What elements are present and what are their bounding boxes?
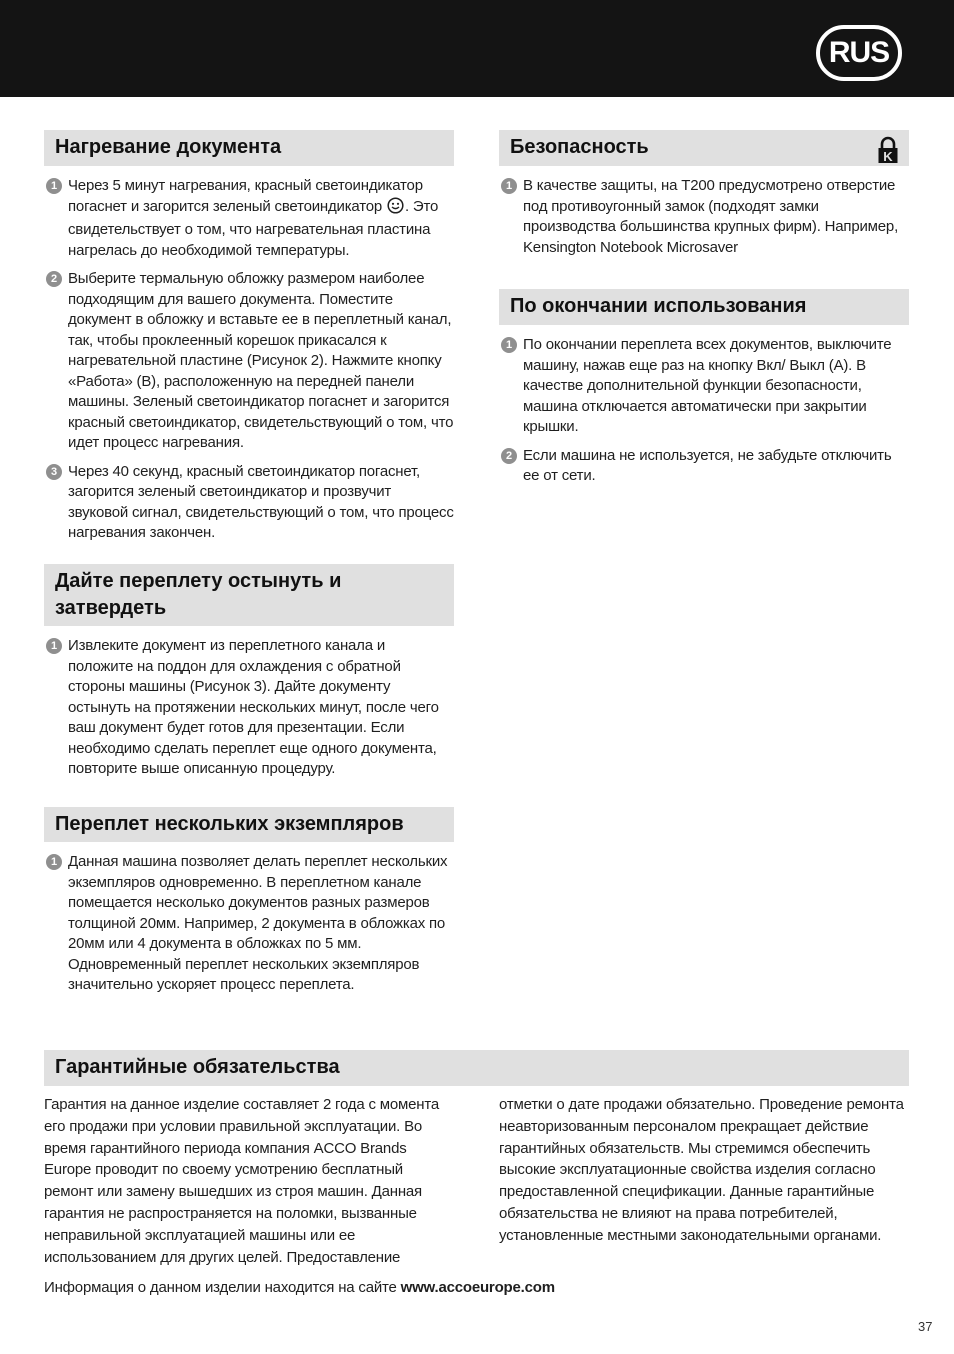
item-text: Через 5 минут нагревания, красный светоиндикатор погаснет и загорится зеленый светоиндикатор <box>68 177 423 215</box>
list-item <box>499 335 909 438</box>
list-item <box>499 176 909 258</box>
item-text: Через 40 секунд, красный светоиндикатор погаснет, загорится зеленый светоиндикатор и прозвучит звуковой сигнал, свидетельствующий о том, что процесс нагревания закончен. <box>68 462 454 541</box>
step-number-badge: 1 <box>46 638 62 654</box>
section-heading: Нагревание документа <box>44 130 454 166</box>
product-info-line <box>44 1279 555 1296</box>
top-banner <box>0 0 954 97</box>
item-text: В качестве защиты, на T200 предусмотрено отверстие под противоугонный замок (подходят замки производства большинства крупных фирм). Например, Kensington Notebook Microsaver <box>523 177 899 256</box>
list-item <box>44 852 454 996</box>
item-text: Если машина не используется, не забудьте отключить ее от сети. <box>523 446 892 484</box>
warranty-text-right: отметки о дате продажи обязательно. Проведение ремонта неавторизованным персоналом прекращает действие гарантийных обязательств. Мы стремимся обеспечить высокие эксплуатационные свойства изделия согласно предоставленной спецификации. Данные гарантийные обязательства не влияют на права потребителей, установленные местными законодательными органами. <box>499 1096 904 1244</box>
section-heating <box>44 130 454 544</box>
step-number-badge: 2 <box>501 448 517 464</box>
svg-text:K: K <box>883 149 893 164</box>
item-text: По окончании переплета всех документов, выключите машину, нажав еще раз на кнопку Вкл/ Выкл (A). В качестве дополнительной функции безопасности, машина отключается автоматически при закрытии крышки. <box>523 336 892 435</box>
section-heading <box>499 130 909 166</box>
item-text: Извлеките документ из переплетного канала и положите на поддон для охлаждения с обратной стороны машины (Рисунок 3). Дайте документу остынуть на протяжении нескольких минут, после чего ваш документ будет готов для презентации. Если необходимо сделать переплет еще одного документа, повторите выше описанную процедуру. <box>68 637 439 777</box>
section-heading: Переплет нескольких экземпляров <box>44 807 454 842</box>
list-item <box>44 269 454 454</box>
section-heading: Дайте переплету остынуть и затвердеть <box>44 564 454 626</box>
product-info-text: Информация о данном изделии находится на сайте <box>44 1279 397 1296</box>
step-number-badge: 1 <box>46 854 62 870</box>
section-multiple-copies <box>44 807 454 996</box>
page-number: 37 <box>918 1319 933 1334</box>
language-badge: RUS <box>816 25 902 81</box>
instruction-list <box>44 636 454 780</box>
instruction-list <box>44 852 454 996</box>
list-item <box>44 176 454 261</box>
step-number-badge: 1 <box>501 178 517 194</box>
section-after-use <box>499 289 909 487</box>
step-number-badge: 1 <box>501 337 517 353</box>
item-text: Выберите термальную обложку размером наиболее подходящим для вашего документа. Поместите документ в обложку и вставьте ее в переплетный канал, так, чтобы проклеенный корешок прикасался к нагревательной пластине (Рисунок 2). Нажмите кнопку «Работа» (B), расположенную на передней панели машины. Зеленый светоиндикатор погаснет и загорится красный светоиндикатор, свидетельствующий о том, что идет процесс нагревания. <box>68 270 454 451</box>
section-heading-text: Безопасность <box>510 136 649 158</box>
list-item <box>499 446 909 487</box>
smiley-icon <box>387 197 404 221</box>
website-link[interactable]: www.accoeurope.com <box>400 1279 555 1296</box>
warranty-heading: Гарантийные обязательства <box>44 1050 909 1086</box>
instruction-list <box>499 176 909 258</box>
section-security <box>499 130 909 258</box>
step-number-badge: 3 <box>46 464 62 480</box>
item-text-continued: . Это свидетельствует о том, что нагревательная пластина нагрелась до необходимой температуры. <box>68 197 439 259</box>
section-heading: По окончании использования <box>499 289 909 325</box>
kensington-lock-icon <box>877 136 899 172</box>
instruction-list <box>44 176 454 544</box>
warranty-text-left: Гарантия на данное изделие составляет 2 года с момента его продажи при условии правильной эксплуатации. Во время гарантийного периода компания ACCO Brands Europe проводит по своему усмотрению бесплатный ремонт или замену вышедших из строя машин. Данная гарантия не распространяется на поломки, вызванные неправильной эксплуатацией машины или ее использованием для других целей. Предоставление <box>44 1096 439 1266</box>
instruction-list <box>499 335 909 487</box>
list-item <box>44 636 454 780</box>
step-number-badge: 1 <box>46 178 62 194</box>
step-number-badge: 2 <box>46 271 62 287</box>
item-text: Данная машина позволяет делать переплет нескольких экземпляров одновременно. В переплетном канале помещается несколько документов разных размеров толщиной 20мм. Например, 2 документа в обложках по 20мм или 4 документа в обложках по 5 мм. Одновременный переплет нескольких экземпляров значительно ускоряет процесс переплета. <box>68 853 448 993</box>
section-cooling <box>44 564 454 780</box>
list-item <box>44 462 454 544</box>
